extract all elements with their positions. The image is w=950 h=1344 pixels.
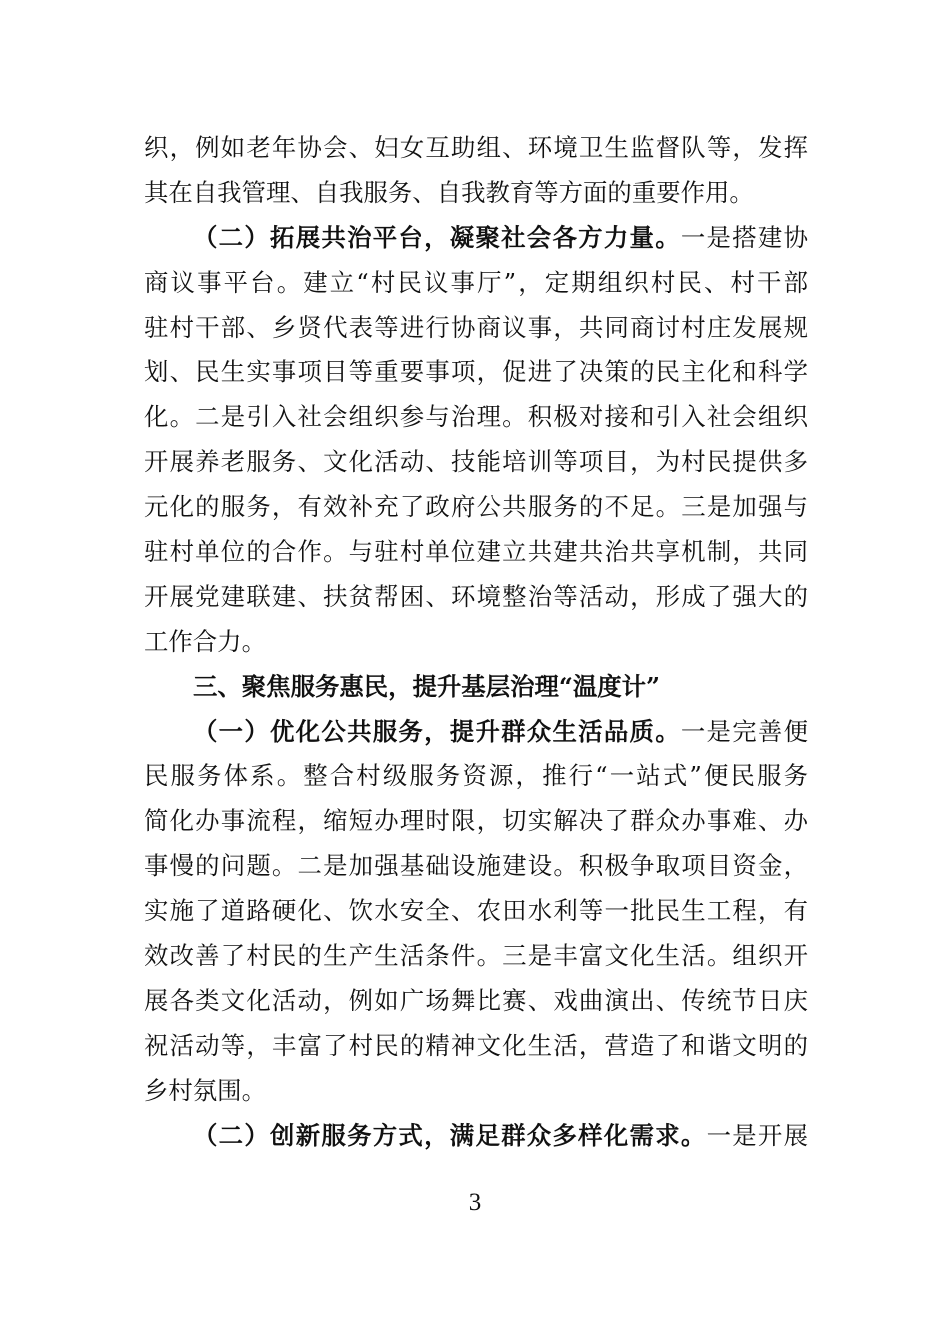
paragraph-first-line (144, 710, 808, 755)
paragraph-line: 民服务体系。整合村级服务资源，推行“一站式”便民服务 (144, 761, 808, 791)
paragraph-line: 展各类文化活动，例如广场舞比赛、戏曲演出、传统节日庆 (144, 985, 808, 1015)
paragraph-line: 简化办事流程，缩短办理时限，切实解决了群众办事难、办 (144, 806, 808, 836)
paragraph-line: 事慢的问题。二是加强基础设施建设。积极争取项目资金， (144, 851, 808, 881)
paragraph-line: 驻村单位的合作。与驻村单位建立共建共治共享机制，共同 (144, 537, 808, 567)
paragraph-line: 效改善了村民的生产生活条件。三是丰富文化生活。组织开 (144, 941, 808, 971)
paragraph-line: 商议事平台。建立“村民议事厅”，定期组织村民、村干部 (144, 267, 808, 297)
paragraph-line: 化。二是引入社会组织参与治理。积极对接和引入社会组织 (144, 402, 808, 432)
document-page (144, 126, 808, 1158)
paragraph-first-line (144, 1114, 808, 1159)
paragraph-line: 工作合力。 (144, 626, 266, 656)
page-number: 3 (468, 1189, 482, 1216)
paragraph-line: 其在自我管理、自我服务、自我教育等方面的重要作用。 (144, 177, 754, 207)
paragraph-text: 一是开展 (706, 1120, 808, 1150)
paragraph-lead: （二）创新服务方式，满足群众多样化需求。 (193, 1120, 707, 1150)
paragraph-lead: （一）优化公共服务，提升群众生活品质。 (193, 716, 681, 746)
paragraph-line: 元化的服务，有效补充了政府公共服务的不足。三是加强与 (144, 492, 808, 522)
paragraph-line: 祝活动等，丰富了村民的精神文化生活，营造了和谐文明的 (144, 1030, 808, 1060)
paragraph-text: 一是完善便 (680, 716, 808, 746)
paragraph-line: 驻村干部、乡贤代表等进行协商议事，共同商讨村庄发展规 (144, 312, 808, 342)
paragraph-first-line (144, 216, 808, 261)
paragraph-line: 开展养老服务、文化活动、技能培训等项目，为村民提供多 (144, 447, 808, 477)
paragraph-line: 实施了道路硬化、饮水安全、农田水利等一批民生工程，有 (144, 896, 808, 926)
paragraph-line: 开展党建联建、扶贫帮困、环境整治等活动，形成了强大的 (144, 581, 808, 611)
paragraph-line: 乡村氛围。 (144, 1075, 266, 1105)
paragraph-text: 一是搭建协 (680, 222, 808, 252)
section-heading: 三、聚焦服务惠民，提升基层治理“温度计” (193, 671, 661, 701)
paragraph-line: 织，例如老年协会、妇女互助组、环境卫生监督队等，发挥 (144, 133, 808, 162)
paragraph-lead: （二）拓展共治平台，凝聚社会各方力量。 (193, 222, 681, 252)
paragraph-line: 划、民生实事项目等重要事项，促进了决策的民主化和科学 (144, 357, 808, 387)
